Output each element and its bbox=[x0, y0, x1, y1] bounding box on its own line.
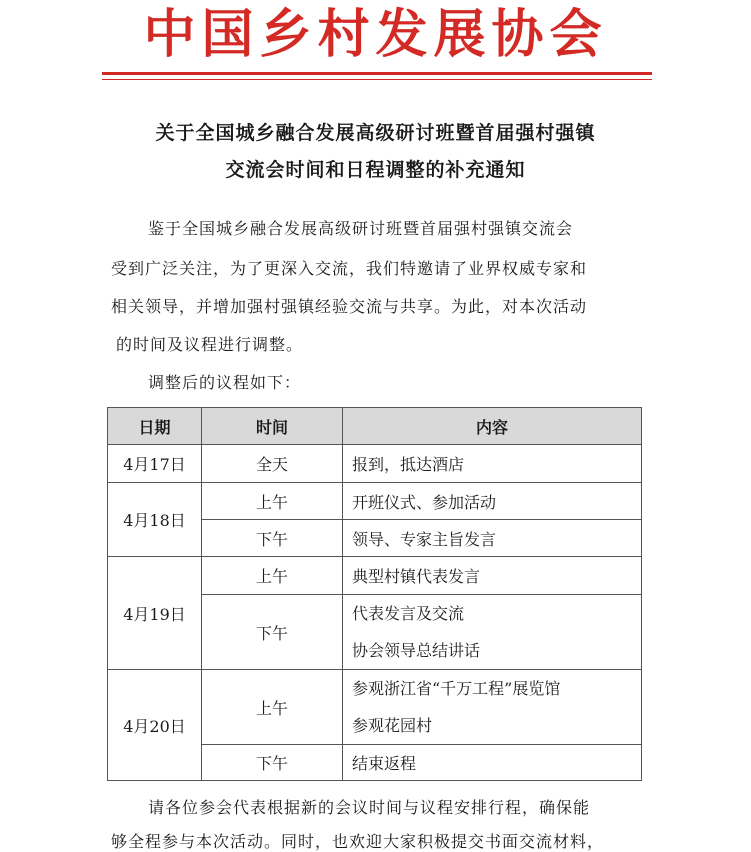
organization-masthead: 中国乡村发展协会 bbox=[143, 5, 608, 65]
content-cell: 领导、专家主旨发言 bbox=[343, 520, 642, 557]
body-paragraph-line: 鉴于全国城乡融合发展高级研讨班暨首届强村强镇交流会 bbox=[148, 219, 574, 238]
time-cell: 上午 bbox=[202, 670, 343, 745]
time-cell: 上午 bbox=[202, 483, 343, 520]
notice-title-line-1: 关于全国城乡融合发展高级研讨班暨首届强村强镇 bbox=[155, 122, 596, 144]
closing-paragraph-line: 够全程参与本次活动。同时，也欢迎大家积极提交书面交流材料， bbox=[111, 832, 605, 851]
time-cell: 下午 bbox=[202, 520, 343, 557]
masthead-rule-thin bbox=[102, 79, 652, 80]
notice-title-line-2: 交流会时间和日程调整的补充通知 bbox=[225, 159, 526, 181]
body-paragraph-line: 的时间及议程进行调整。 bbox=[116, 335, 304, 354]
content-cell bbox=[343, 670, 642, 745]
time-cell: 上午 bbox=[202, 557, 343, 595]
content-line: 参观浙江省“千万工程”展览馆 bbox=[352, 679, 561, 698]
masthead-rule-thick bbox=[102, 72, 652, 75]
content-cell: 开班仪式、参加活动 bbox=[343, 483, 642, 520]
content-cell: 报到，抵达酒店 bbox=[343, 445, 642, 483]
table-row bbox=[108, 670, 642, 745]
header-date: 日期 bbox=[108, 408, 202, 445]
agenda-intro: 调整后的议程如下： bbox=[148, 373, 302, 392]
table-row bbox=[108, 483, 642, 520]
table-header-row bbox=[108, 408, 642, 445]
date-cell: 4月20日 bbox=[108, 670, 202, 781]
table-row bbox=[108, 557, 642, 595]
content-cell: 典型村镇代表发言 bbox=[343, 557, 642, 595]
content-line: 协会领导总结讲话 bbox=[352, 641, 481, 660]
header-content: 内容 bbox=[343, 408, 642, 445]
date-cell: 4月19日 bbox=[108, 557, 202, 670]
header-time: 时间 bbox=[202, 408, 343, 445]
table-row bbox=[108, 445, 642, 483]
content-cell: 结束返程 bbox=[343, 745, 642, 781]
agenda-table bbox=[107, 407, 642, 781]
date-cell: 4月18日 bbox=[108, 483, 202, 557]
time-cell: 全天 bbox=[202, 445, 343, 483]
body-paragraph-line: 受到广泛关注，为了更深入交流，我们特邀请了业界权威专家和 bbox=[111, 259, 588, 278]
content-cell bbox=[343, 595, 642, 670]
content-line: 参观花园村 bbox=[352, 716, 433, 735]
date-cell: 4月17日 bbox=[108, 445, 202, 483]
time-cell: 下午 bbox=[202, 745, 343, 781]
time-cell: 下午 bbox=[202, 595, 343, 670]
content-line: 代表发言及交流 bbox=[352, 604, 465, 623]
closing-paragraph-line: 请各位参会代表根据新的会议时间与议程安排行程，确保能 bbox=[148, 798, 591, 817]
body-paragraph-line: 相关领导，并增加强村强镇经验交流与共享。为此，对本次活动 bbox=[111, 297, 588, 316]
